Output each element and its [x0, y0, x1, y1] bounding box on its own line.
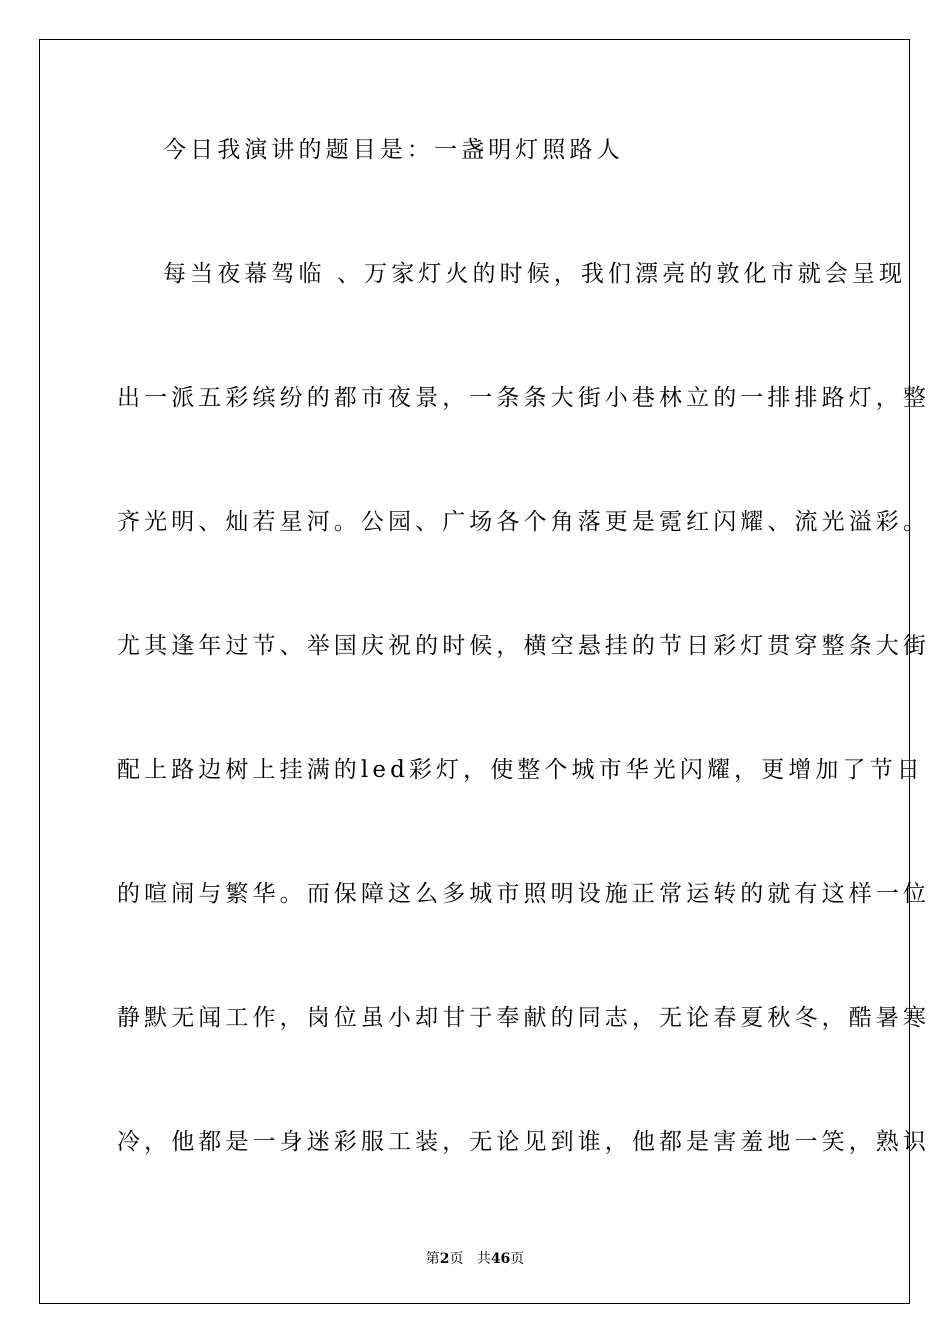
footer-current-page: 2 [439, 1251, 450, 1267]
text-line-8: 静默无闻工作，岗位虽小却甘于奉献的同志，无论春夏秋冬，酷暑寒 [117, 1005, 930, 1031]
text-line-4: 齐光明、灿若星河。公园、广场各个角落更是霓红闪耀、流光溢彩。 [117, 509, 930, 535]
page-footer [0, 1248, 950, 1268]
text-line-2: 每当夜幕驾临 、万家灯火的时候，我们漂亮的敦化市就会呈现 [163, 261, 907, 287]
text-line-5: 尤其逢年过节、举国庆祝的时候，横空悬挂的节日彩灯贯穿整条大街 [117, 633, 930, 659]
page-border [39, 39, 910, 1304]
footer-total-pages: 46 [490, 1251, 511, 1267]
text-line-9: 冷，他都是一身迷彩服工装，无论见到谁，他都是害羞地一笑，熟识 [117, 1129, 930, 1155]
text-line-3: 出一派五彩缤纷的都市夜景，一条条大街小巷林立的一排排路灯，整 [117, 385, 930, 411]
text-line-7: 的喧闹与繁华。而保障这么多城市照明设施正常运转的就有这样一位 [117, 881, 930, 907]
text-line-1: 今日我演讲的题目是：一盏明灯照路人 [163, 137, 624, 163]
footer-middle: 页 共 [449, 1251, 491, 1267]
footer-prefix: 第 [425, 1251, 440, 1267]
footer-suffix: 页 [510, 1251, 525, 1267]
text-line-6: 配上路边树上挂满的led彩灯，使整个城市华光闪耀，更增加了节日 [117, 757, 924, 783]
